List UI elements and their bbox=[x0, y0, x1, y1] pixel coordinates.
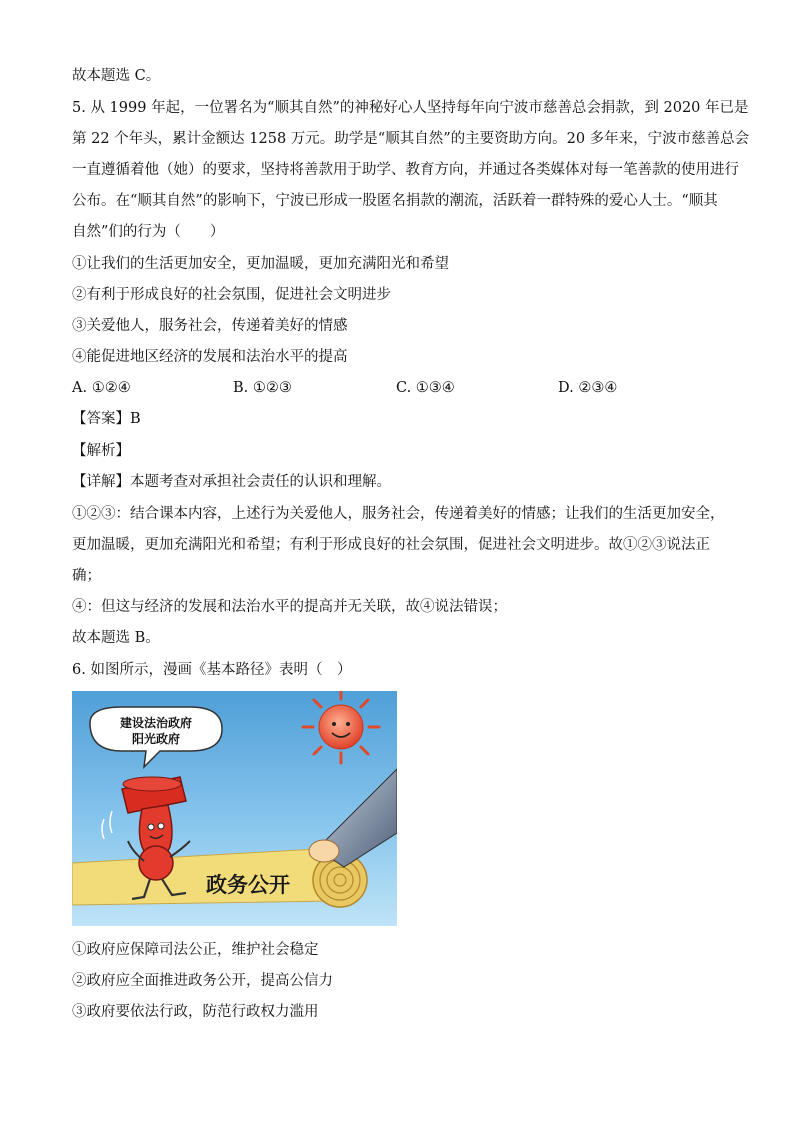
explanation-2: ④：但这与经济的发展和法治水平的提高并无关联，故④说法错误； bbox=[72, 599, 507, 615]
question-5-line-4: 公布。在“顺其自然”的影响下，宁波已形成一股匿名捐款的潮流，活跃着一群特殊的爱心人士。“顺其 bbox=[72, 193, 718, 209]
question-5-line-1: 5. 从 1999 年起，一位署名为“顺其自然”的神秘好心人坚持每年向宁波市慈善总会捐款，到 2020 年已是 bbox=[72, 100, 749, 116]
cartoon-illustration bbox=[72, 691, 397, 926]
option-c: C. ①③④ bbox=[396, 380, 455, 396]
question-5-line-2: 第 22 个年头，累计金额达 1258 万元。助学是“顺其自然”的主要资助方向。20 多年来，宁波市慈善总会 bbox=[72, 131, 750, 147]
statement-4: ④能促进地区经济的发展和法治水平的提高 bbox=[72, 349, 348, 365]
q6-statement-1: ①政府应保障司法公正，维护社会稳定 bbox=[72, 942, 319, 958]
explanation-1a: ①②③：结合课本内容，上述行为关爱他人，服务社会，传递着美好的情感；让我们的生活更加安全， bbox=[72, 506, 725, 522]
detail-intro: 【详解】本题考查对承担社会责任的认识和理解。 bbox=[72, 474, 391, 490]
conclusion: 故本题选 B。 bbox=[72, 630, 160, 646]
explanation-1b: 更加温暖，更加充满阳光和希望；有利于形成良好的社会氛围，促进社会文明进步。故①②③说法正 bbox=[72, 537, 710, 553]
bubble-text-2: 阳光政府 bbox=[131, 732, 181, 746]
option-b: B. ①②③ bbox=[233, 380, 292, 396]
answer: 【答案】B bbox=[72, 411, 141, 427]
question-5-line-5: 自然”们的行为（ ） bbox=[72, 224, 225, 240]
statement-3: ③关爱他人，服务社会，传递着美好的情感 bbox=[72, 318, 348, 334]
statement-1: ①让我们的生活更加安全，更加温暖，更加充满阳光和希望 bbox=[72, 256, 449, 272]
q6-statement-2: ②政府应全面推进政务公开，提高公信力 bbox=[72, 973, 333, 989]
statement-2: ②有利于形成良好的社会氛围，促进社会文明进步 bbox=[72, 287, 391, 303]
option-d: D. ②③④ bbox=[558, 380, 618, 396]
prev-conclusion: 故本题选 C。 bbox=[72, 68, 161, 84]
analysis-heading: 【解析】 bbox=[72, 443, 130, 459]
option-a: A. ①②④ bbox=[72, 380, 131, 396]
q6-statement-3: ③政府要依法行政，防范行政权力滥用 bbox=[72, 1004, 319, 1020]
question-5-line-3: 一直遵循着他（她）的要求，坚持将善款用于助学、教育方向，并通过各类媒体对每一笔善款的使用进行 bbox=[72, 162, 739, 178]
explanation-1c: 确； bbox=[72, 568, 101, 584]
question-6-stem: 6. 如图所示，漫画《基本路径》表明（ ） bbox=[72, 662, 352, 678]
bubble-text-1: 建设法治政府 bbox=[119, 716, 193, 730]
question-5-options bbox=[72, 378, 727, 398]
cartoon-image bbox=[72, 691, 397, 926]
carpet-text: 政务公开 bbox=[206, 873, 290, 897]
